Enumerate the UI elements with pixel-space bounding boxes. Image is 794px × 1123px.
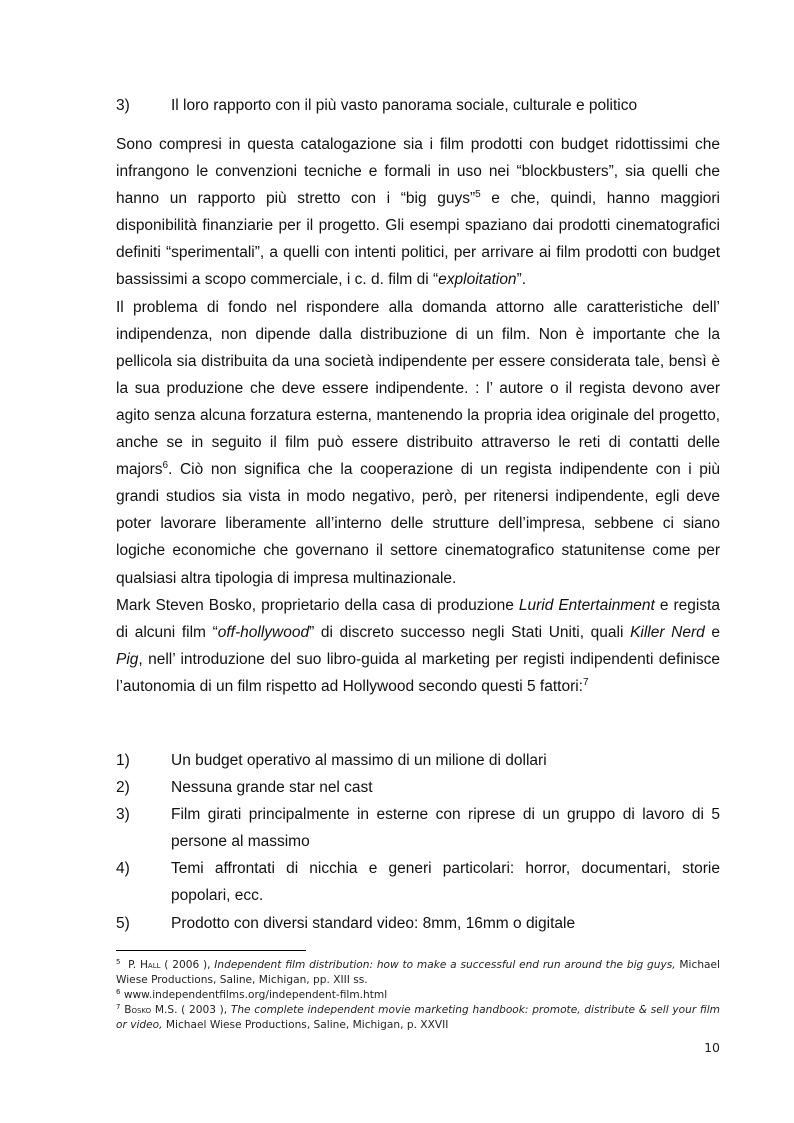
body-text bbox=[116, 131, 720, 700]
footnote-ref-6: 6 bbox=[162, 460, 169, 472]
list-item-number: 2) bbox=[116, 779, 130, 797]
footnote-ref-7: 7 bbox=[582, 676, 589, 688]
paragraph-3 bbox=[116, 592, 720, 700]
paragraph-text: . Ciò non significa che la cooperazione di un regista indipendente con i più grandi studios sia vista in modo negativo, però, per ritenersi indipendente, egli deve poter lavorare liberamente all’interno delle strutture dell’impresa, sebbene ci siano logiche economiche che governano il settore cinematografico statunitense come per qualsiasi altra tipologia di impresa multinazionale. bbox=[116, 461, 720, 587]
footnote-number: 5 bbox=[116, 958, 121, 966]
list-item bbox=[116, 774, 720, 801]
emphasis: Pig bbox=[116, 650, 139, 668]
list-item-text: Il loro rapporto con il più vasto panorama sociale, culturale e politico bbox=[171, 97, 638, 114]
paragraph-text: ” di discreto successo negli Stati Uniti, quali bbox=[309, 623, 631, 641]
footnotes bbox=[116, 958, 720, 1033]
list-item-text: Nessuna grande star nel cast bbox=[171, 779, 373, 797]
list-item-number: 1) bbox=[116, 752, 130, 769]
footnote-author: Bosko bbox=[124, 1004, 152, 1016]
emphasis: Lurid Entertainment bbox=[518, 596, 655, 614]
footnote-title: Independent film distribution: how to make a successful end run around the big guys, bbox=[214, 959, 676, 971]
footnote-5 bbox=[116, 958, 720, 988]
paragraph-2 bbox=[116, 294, 720, 592]
footnote-title: The complete independent movie marketing handbook: promote, distribute & sell your film or video, bbox=[116, 1004, 720, 1031]
list-item bbox=[116, 801, 720, 855]
footnote-number: 6 bbox=[116, 988, 121, 996]
list-item-top bbox=[116, 92, 720, 119]
paragraph-text: e che, quindi, hanno maggiori disponibilità finanziarie per il progetto. Gli esempi spaziano dai prodotti cinematografici definiti “sperimentali”, a quelli con intenti politici, per arrivare ai film prodotti con budget bassissimi a scopo commerciale, i c. d. film di “ bbox=[116, 190, 720, 289]
emphasis: Killer Nerd bbox=[630, 623, 705, 641]
footnote-text: Michael Wiese Productions, Saline, Michigan, pp. XIII ss. bbox=[116, 959, 720, 986]
factor-list bbox=[116, 747, 720, 937]
list-item-text: Un budget operativo al massimo di un milione di dollari bbox=[171, 752, 547, 769]
list-item-number: 5) bbox=[116, 914, 130, 932]
footnote-number: 7 bbox=[116, 1003, 121, 1011]
footnote-6 bbox=[116, 988, 720, 1003]
paragraph-1 bbox=[116, 131, 720, 294]
footnote-link: www.independentfilms.org/independent-film.html bbox=[120, 989, 388, 1001]
footnote-ref-5: 5 bbox=[475, 189, 481, 201]
footnote-7 bbox=[116, 1003, 720, 1033]
paragraph-text: , nell’ introduzione del suo libro-guida al marketing per registi indipendenti definisce l’autonomia di un film rispetto ad Hollywood secondo questi 5 fattori: bbox=[116, 650, 720, 695]
footnote-text: ( 2006 ), bbox=[160, 959, 215, 971]
footnote-text: M.S. ( 2003 ), bbox=[151, 1004, 231, 1016]
list-item-text: Temi affrontati di nicchia e generi particolari: horror, documentari, storie popolari, ecc. bbox=[171, 860, 720, 905]
footnote-separator bbox=[116, 950, 306, 951]
emphasis: off-hollywood bbox=[217, 623, 310, 641]
list-item bbox=[116, 855, 720, 909]
paragraph-text: Mark Steven Bosko, proprietario della casa di produzione bbox=[116, 596, 519, 614]
paragraph-text: e regista di alcuni film “ bbox=[116, 596, 720, 641]
paragraph-text: Il problema di fondo nel rispondere alla domanda attorno alle caratteristiche dell’ indipendenza, non dipende dalla distribuzione di un film. Non è importante che la pellicola sia distribuita da una società indipendente per essere considerata tale, bensì è la sua produzione che deve essere indipendente. : l’ autore o il regista devono aver agito senza alcuna forzatura esterna, mantenendo la propria idea originale del progetto, anche se in seguito il film può essere distribuito attraverso le reti di contatti delle majors bbox=[116, 298, 720, 479]
page-number: 10 bbox=[704, 1040, 720, 1055]
list-item-text: Prodotto con diversi standard video: 8mm, 16mm o digitale bbox=[171, 914, 576, 932]
footnote-author: P. Hall bbox=[128, 959, 161, 971]
emphasis: exploitation bbox=[438, 271, 517, 289]
footnote-text: Michael Wiese Productions, Saline, Michigan, p. XXVII bbox=[162, 1019, 449, 1031]
list-item-number: 3) bbox=[116, 97, 130, 114]
list-item bbox=[116, 747, 720, 774]
paragraph-text: Sono compresi in questa catalogazione sia i film prodotti con budget ridottissimi che infrangono le convenzioni tecniche e formali in uso nei “blockbusters”, sia quelli che hanno un rapporto più stretto con i “big guys” bbox=[116, 136, 720, 208]
paragraph-text: e bbox=[704, 623, 721, 641]
list-item bbox=[116, 910, 720, 937]
list-item-number: 3) bbox=[116, 806, 130, 824]
list-item-number: 4) bbox=[116, 860, 130, 878]
paragraph-text: ”. bbox=[516, 271, 527, 289]
list-item-text: Film girati principalmente in esterne con riprese di un gruppo di lavoro di 5 persone al massimo bbox=[171, 806, 720, 851]
